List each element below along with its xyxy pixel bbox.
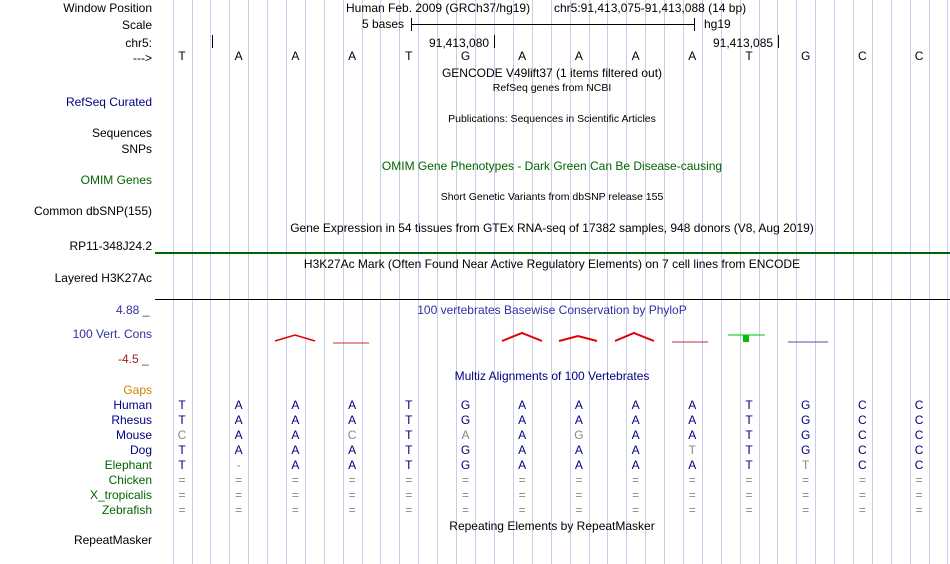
alignment-base: C: [858, 413, 867, 427]
pubs-track-title[interactable]: Publications: Sequences in Scientific Articles: [448, 113, 656, 125]
alignment-base: C: [858, 443, 867, 457]
alignment-base: =: [348, 488, 356, 502]
alignment-base: C: [858, 398, 867, 412]
alignment-base: =: [915, 488, 923, 502]
alignment-base: A: [291, 443, 300, 457]
alignment-base: C: [914, 458, 924, 472]
sequences-track-label[interactable]: Sequences: [91, 126, 152, 140]
alignment-base: T: [745, 443, 753, 457]
alignment-base: A: [574, 398, 583, 412]
ref-base: T: [178, 49, 186, 63]
alignment-base: =: [518, 503, 526, 517]
alignment-base: T: [405, 428, 413, 442]
species-label-chicken[interactable]: Chicken: [108, 473, 152, 487]
alignment-base: =: [858, 488, 866, 502]
species-label-elephant[interactable]: Elephant: [104, 458, 152, 472]
alignment-base: A: [234, 413, 243, 427]
alignment-base: T: [178, 443, 186, 457]
alignment-base: =: [461, 503, 469, 517]
alignment-base: =: [745, 503, 753, 517]
alignment-base: =: [518, 488, 526, 502]
alignment-base: A: [574, 458, 583, 472]
alignment-base: =: [235, 473, 243, 487]
alignment-base: =: [235, 488, 243, 502]
alignment-base: =: [348, 503, 356, 517]
alignment-base: A: [631, 398, 640, 412]
alignment-base: =: [291, 488, 299, 502]
alignment-base: A: [291, 428, 300, 442]
alignment-base: C: [914, 428, 924, 442]
alignment-base: T: [745, 458, 753, 472]
alignment-base: =: [688, 473, 696, 487]
ref-base: T: [745, 49, 753, 63]
species-label-zebrafish[interactable]: Zebrafish: [101, 503, 152, 517]
alignment-base: T: [405, 398, 413, 412]
species-label-dog[interactable]: Dog: [129, 443, 152, 457]
alignment-base: =: [802, 473, 810, 487]
alignment-base: A: [518, 443, 527, 457]
phylop-peak-3: [502, 333, 542, 341]
repeatmasker-track-title[interactable]: Repeating Elements by RepeatMasker: [449, 519, 655, 533]
alignment-base: =: [745, 488, 753, 502]
refseq-track-title[interactable]: RefSeq genes from NCBI: [492, 82, 612, 94]
window-position-label: Window Position: [63, 1, 152, 15]
alignment-base: A: [518, 413, 527, 427]
alignment-base: T: [405, 413, 413, 427]
alignment-base: =: [235, 503, 243, 517]
alignment-base: T: [745, 413, 753, 427]
species-label-human[interactable]: Human: [113, 398, 152, 412]
alignment-base: A: [234, 428, 243, 442]
alignment-base: A: [688, 398, 697, 412]
species-label-rhesus[interactable]: Rhesus: [111, 413, 152, 427]
alignment-base: =: [291, 503, 299, 517]
alignment-base: =: [575, 488, 583, 502]
alignment-base: =: [575, 503, 583, 517]
alignment-base: G: [801, 428, 811, 442]
alignment-base: G: [574, 428, 584, 442]
alignment-base: A: [348, 413, 357, 427]
alignment-base: T: [178, 413, 186, 427]
alignment-base: A: [631, 413, 640, 427]
phylop-max-label: 4.88 _: [116, 303, 150, 317]
alignment-base: =: [915, 503, 923, 517]
alignment-base: A: [461, 428, 470, 442]
assembly-name: Human Feb. 2009 (GRCh37/hg19): [346, 1, 531, 15]
omim-track-label[interactable]: OMIM Genes: [80, 173, 152, 187]
alignment-base: =: [688, 503, 696, 517]
h3k27ac-track-label[interactable]: Layered H3K27Ac: [54, 271, 152, 285]
alignment-base: A: [348, 398, 357, 412]
ref-base: G: [460, 49, 471, 63]
alignment-base: T: [745, 398, 753, 412]
alignment-base: A: [234, 398, 243, 412]
alignment-base: C: [914, 398, 924, 412]
ref-base: A: [291, 49, 300, 63]
alignment-base: T: [178, 398, 186, 412]
ruler-coord-1: 91,413,080: [429, 36, 490, 50]
alignment-base: A: [291, 398, 300, 412]
alignment-base: -: [236, 458, 241, 472]
alignment-base: =: [348, 473, 356, 487]
dbsnp-track-label[interactable]: Common dbSNP(155): [33, 204, 152, 218]
alignment-base: T: [688, 443, 696, 457]
phylop-peak-5: [615, 333, 654, 341]
alignment-base: C: [914, 413, 924, 427]
alignment-base: C: [858, 428, 867, 442]
ref-base: A: [518, 49, 527, 63]
alignment-base: A: [234, 443, 243, 457]
alignment-base: =: [802, 503, 810, 517]
alignment-base: =: [858, 503, 866, 517]
alignment-base: =: [858, 473, 866, 487]
strand-label: --->: [133, 51, 152, 65]
alignment-base: =: [688, 488, 696, 502]
ref-base: A: [348, 49, 357, 63]
alignment-base: A: [631, 428, 640, 442]
alignment-base: A: [518, 398, 527, 412]
multiz-track-title[interactable]: Multiz Alignments of 100 Vertebrates: [454, 369, 650, 383]
gaps-label: Gaps: [123, 383, 152, 397]
species-label-x_tropicalis[interactable]: X_tropicalis: [89, 488, 152, 502]
alignment-base: A: [518, 458, 527, 472]
alignment-base: =: [632, 503, 640, 517]
alignment-base: T: [405, 443, 413, 457]
alignment-base: =: [802, 488, 810, 502]
ruler-coord-2: 91,413,085: [713, 36, 774, 50]
alignment-base: G: [460, 458, 471, 472]
chrom-label: chr5:: [125, 36, 152, 50]
alignment-base: T: [802, 458, 810, 472]
alignment-base: G: [801, 398, 811, 412]
phylop-track-label[interactable]: 100 Vert. Cons: [72, 327, 152, 341]
dbsnp-track-title[interactable]: Short Genetic Variants from dbSNP release 155: [440, 191, 664, 203]
alignment-base: =: [575, 473, 583, 487]
ref-base: C: [858, 49, 867, 63]
alignment-base: A: [348, 458, 357, 472]
gtex-track-title[interactable]: Gene Expression in 54 tissues from GTEx RNA-seq of 17382 samples, 948 donors (V8, Aug 2019): [290, 221, 814, 235]
alignment-base: =: [291, 473, 299, 487]
alignment-base: A: [291, 413, 300, 427]
scale-value: 5 bases: [362, 17, 405, 31]
phylop-peak-1: [275, 335, 315, 341]
h3k27ac-track-title[interactable]: H3K27Ac Mark (Often Found Near Active Regulatory Elements) on 7 cell lines from ENCODE: [303, 257, 801, 271]
alignment-base: =: [632, 473, 640, 487]
alignment-base: G: [460, 398, 471, 412]
alignment-base: G: [460, 413, 471, 427]
alignment-base: =: [461, 488, 469, 502]
species-label-mouse[interactable]: Mouse: [115, 428, 152, 442]
alignment-base: A: [518, 428, 527, 442]
alignment-base: =: [178, 473, 186, 487]
alignment-base: G: [801, 413, 811, 427]
gencode-track-title[interactable]: GENCODE V49lift37 (1 items filtered out): [441, 66, 663, 80]
ref-base: A: [234, 49, 243, 63]
alignment-base: T: [178, 458, 186, 472]
alignment-base: T: [745, 428, 753, 442]
alignment-base: C: [914, 443, 924, 457]
phylop-peak-4: [559, 336, 597, 341]
alignment-base: C: [347, 428, 357, 442]
phylop-min-label: -4.5 _: [118, 352, 149, 366]
refseq-track-label[interactable]: RefSeq Curated: [65, 95, 152, 109]
alignment-base: =: [178, 488, 186, 502]
ref-base: A: [574, 49, 583, 63]
alignment-base: A: [688, 413, 697, 427]
alignment-base: A: [688, 428, 697, 442]
alignment-base: A: [291, 458, 300, 472]
alignment-base: =: [461, 473, 469, 487]
alignment-base: =: [632, 488, 640, 502]
alignment-base: =: [405, 503, 413, 517]
ref-base: A: [631, 49, 640, 63]
alignment-base: A: [574, 443, 583, 457]
gtex-track-label[interactable]: RP11-348J24.2: [69, 239, 152, 253]
position-readout: chr5:91,413,075-91,413,088 (14 bp): [554, 1, 747, 15]
repeatmasker-track-label[interactable]: RepeatMasker: [73, 533, 152, 547]
scale-label: Scale: [121, 18, 152, 32]
alignment-base: G: [801, 443, 811, 457]
alignment-base: =: [915, 473, 923, 487]
phylop-green-mark: [743, 335, 749, 342]
alignment-base: G: [460, 443, 471, 457]
alignment-base: C: [858, 458, 867, 472]
ref-base: T: [405, 49, 413, 63]
alignment-base: A: [348, 443, 357, 457]
alignment-base: =: [745, 473, 753, 487]
alignment-base: A: [574, 413, 583, 427]
alignment-base: A: [631, 443, 640, 457]
alignment-base: A: [631, 458, 640, 472]
scale-db: hg19: [704, 17, 731, 31]
alignment-base: C: [177, 428, 187, 442]
alignment-base: =: [518, 473, 526, 487]
ref-base: G: [801, 49, 811, 63]
alignment-base: =: [405, 473, 413, 487]
alignment-base: =: [178, 503, 186, 517]
snps-track-label[interactable]: SNPs: [121, 142, 152, 156]
alignment-base: T: [405, 458, 413, 472]
phylop-track-title[interactable]: 100 vertebrates Basewise Conservation by PhyloP: [417, 303, 687, 317]
alignment-base: =: [405, 488, 413, 502]
ref-base: C: [914, 49, 924, 63]
ref-base: A: [688, 49, 697, 63]
omim-track-title[interactable]: OMIM Gene Phenotypes - Dark Green Can Be Disease-causing: [381, 159, 723, 173]
alignment-base: A: [688, 458, 697, 472]
